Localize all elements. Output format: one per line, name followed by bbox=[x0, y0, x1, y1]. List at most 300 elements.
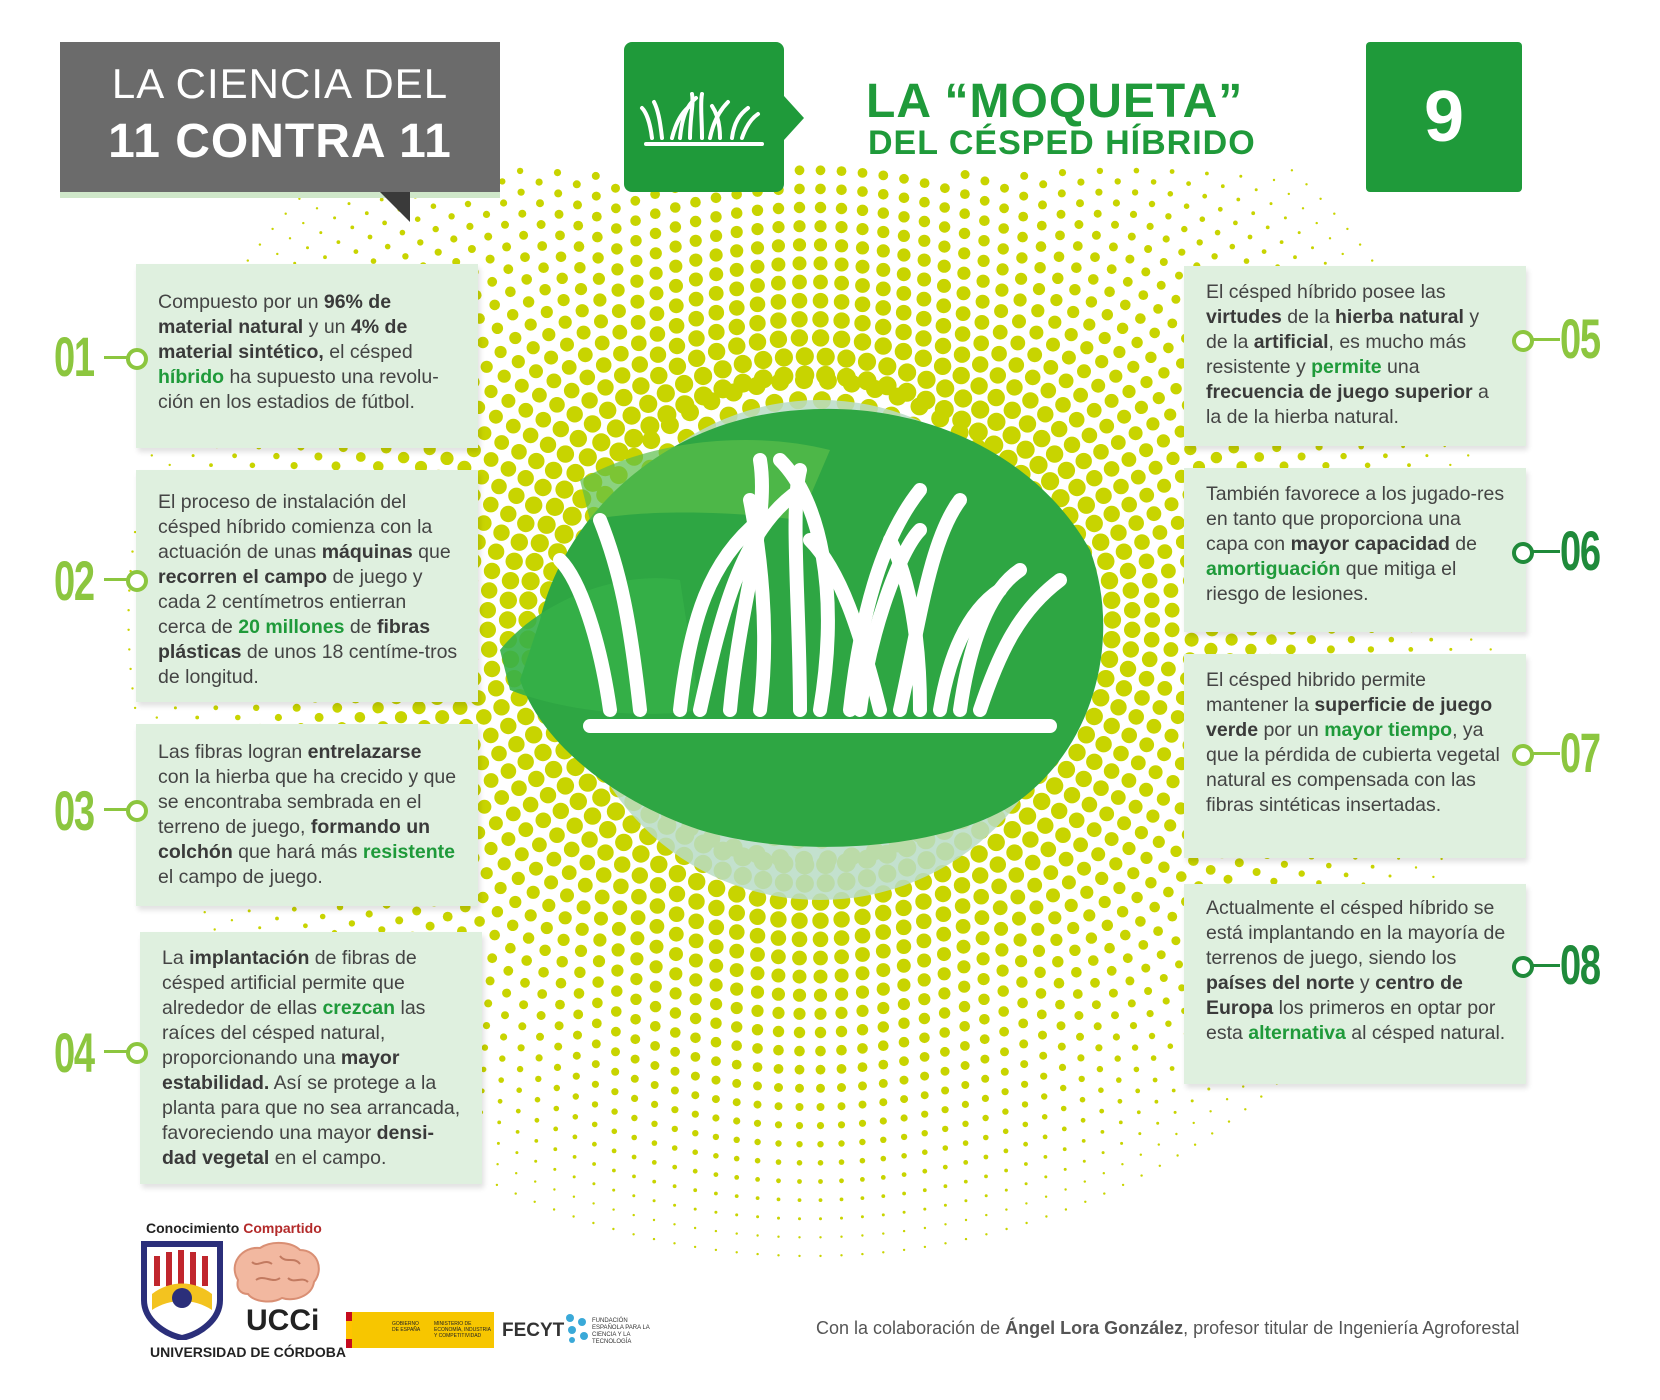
halftone-dot bbox=[751, 260, 765, 274]
halftone-dot bbox=[1090, 978, 1100, 988]
halftone-dot bbox=[484, 385, 497, 398]
halftone-dot bbox=[936, 298, 951, 313]
info-card-08 bbox=[1184, 884, 1526, 1084]
halftone-dot bbox=[592, 192, 601, 201]
halftone-dot bbox=[195, 716, 199, 720]
halftone-dot bbox=[836, 1045, 847, 1056]
series-banner bbox=[60, 42, 500, 192]
halftone-dot bbox=[1153, 525, 1168, 540]
halftone-dot bbox=[732, 1079, 741, 1088]
halftone-dot bbox=[573, 1155, 577, 1159]
halftone-dot bbox=[1153, 1078, 1158, 1083]
halftone-dot bbox=[712, 1114, 719, 1121]
halftone-dot bbox=[1067, 306, 1079, 318]
icon-box-arrow bbox=[784, 96, 804, 140]
halftone-dot bbox=[813, 932, 829, 948]
halftone-dot bbox=[1069, 945, 1080, 956]
halftone-dot bbox=[752, 1043, 763, 1054]
halftone-dot bbox=[1288, 193, 1290, 195]
halftone-dot bbox=[1123, 641, 1139, 657]
halftone-dot bbox=[1139, 443, 1153, 457]
halftone-dot bbox=[541, 306, 553, 318]
halftone-dot bbox=[959, 208, 970, 219]
brain-logo bbox=[228, 1240, 324, 1306]
halftone-dot bbox=[774, 1083, 783, 1092]
halftone-dot bbox=[813, 293, 829, 309]
halftone-dot bbox=[1319, 198, 1321, 200]
halftone-dot bbox=[814, 989, 827, 1002]
info-card-03 bbox=[136, 724, 478, 906]
halftone-dot bbox=[751, 1005, 763, 1017]
halftone-dot bbox=[881, 1175, 886, 1180]
halftone-dot bbox=[1215, 230, 1221, 236]
halftone-dot bbox=[1171, 936, 1180, 945]
halftone-dot bbox=[1023, 1142, 1028, 1147]
halftone-dot bbox=[944, 1242, 946, 1244]
halftone-dot bbox=[453, 700, 468, 715]
halftone-dot bbox=[1088, 274, 1099, 285]
halftone-dot bbox=[736, 1251, 738, 1253]
halftone-dot bbox=[1157, 950, 1166, 959]
halftone-dot bbox=[798, 1198, 802, 1202]
halftone-dot bbox=[151, 454, 153, 456]
halftone-dot bbox=[918, 235, 930, 247]
halftone-dot bbox=[337, 240, 341, 244]
halftone-dot bbox=[1124, 602, 1140, 618]
halftone-dot bbox=[835, 988, 848, 1001]
halftone-dot bbox=[817, 1122, 824, 1129]
halftone-dot bbox=[1298, 231, 1301, 234]
halftone-dot bbox=[1255, 188, 1258, 191]
halftone-dot bbox=[632, 1175, 636, 1179]
halftone-dot bbox=[1000, 1047, 1009, 1056]
halftone-dot bbox=[612, 1208, 614, 1210]
halftone-dot bbox=[895, 324, 911, 340]
halftone-dot bbox=[1014, 293, 1027, 306]
halftone-dot bbox=[923, 1188, 927, 1192]
halftone-dot bbox=[1092, 1000, 1101, 1009]
halftone-dot bbox=[858, 353, 876, 371]
halftone-dot bbox=[797, 1179, 802, 1184]
halftone-dot bbox=[854, 333, 871, 350]
halftone-dot bbox=[368, 235, 373, 240]
halftone-dot bbox=[750, 947, 765, 962]
halftone-dot bbox=[650, 981, 662, 993]
halftone-dot bbox=[690, 216, 701, 227]
halftone-dot bbox=[558, 934, 570, 946]
halftone-dot bbox=[553, 1168, 556, 1171]
halftone-dot bbox=[729, 300, 745, 316]
halftone-dot bbox=[794, 1027, 805, 1038]
halftone-dot bbox=[714, 1172, 719, 1177]
halftone-dot bbox=[731, 1021, 742, 1032]
halftone-dot bbox=[1044, 1155, 1048, 1159]
halftone-dot bbox=[1158, 862, 1169, 873]
halftone-dot bbox=[1139, 488, 1154, 503]
halftone-dot bbox=[576, 304, 589, 317]
halftone-dot bbox=[750, 928, 766, 944]
halftone-dot bbox=[833, 312, 849, 328]
halftone-dot bbox=[1266, 226, 1270, 230]
halftone-dot bbox=[793, 220, 805, 232]
halftone-dot bbox=[630, 275, 643, 288]
halftone-dot bbox=[671, 1106, 678, 1113]
halftone-dot bbox=[515, 1172, 517, 1174]
connector-line bbox=[1532, 550, 1560, 553]
halftone-dot bbox=[1144, 593, 1160, 609]
halftone-dot bbox=[972, 356, 988, 372]
halftone-dot bbox=[956, 919, 971, 934]
halftone-dot bbox=[539, 945, 550, 956]
halftone-dot bbox=[709, 286, 724, 301]
halftone-dot bbox=[1344, 873, 1349, 878]
halftone-dot bbox=[876, 263, 890, 277]
halftone-dot bbox=[1157, 544, 1172, 559]
halftone-dot bbox=[574, 262, 585, 273]
halftone-dot bbox=[919, 197, 930, 208]
halftone-dot bbox=[838, 1121, 845, 1128]
halftone-dot bbox=[498, 1099, 503, 1104]
halftone-dot bbox=[924, 1227, 926, 1229]
halftone-dot bbox=[271, 228, 273, 230]
halftone-dot bbox=[934, 358, 951, 375]
halftone-dot bbox=[771, 276, 786, 291]
halftone-dot bbox=[1293, 255, 1297, 259]
halftone-dot bbox=[1205, 172, 1209, 176]
halftone-dot bbox=[555, 1000, 565, 1010]
halftone-dot bbox=[1149, 328, 1160, 339]
halftone-dot bbox=[940, 183, 950, 193]
halftone-dot bbox=[859, 1101, 867, 1109]
halftone-dot bbox=[775, 1140, 781, 1146]
halftone-dot bbox=[541, 922, 553, 934]
halftone-dot bbox=[1164, 642, 1179, 657]
halftone-dot bbox=[749, 315, 765, 331]
halftone-dot bbox=[612, 922, 626, 936]
halftone-dot bbox=[1144, 987, 1152, 995]
halftone-dot bbox=[537, 989, 547, 999]
halftone-dot bbox=[275, 714, 282, 721]
halftone-dot bbox=[1010, 336, 1025, 351]
halftone-dot bbox=[1020, 1060, 1028, 1068]
halftone-dot bbox=[961, 170, 970, 179]
halftone-dot bbox=[1029, 326, 1043, 340]
halftone-dot bbox=[1055, 1000, 1065, 1010]
halftone-dot bbox=[293, 704, 301, 712]
halftone-dot bbox=[1193, 1122, 1195, 1124]
halftone-dot bbox=[1329, 237, 1331, 239]
halftone-dot bbox=[330, 193, 332, 195]
halftone-dot bbox=[901, 1114, 908, 1121]
info-card-text: Compuesto por un 96% de material natural y un 4% de material sintético, el césped híbrido ha supuesto una revolu-ción en los estadios de fútbol. bbox=[158, 291, 439, 413]
halftone-dot bbox=[861, 1253, 863, 1255]
halftone-dot bbox=[755, 1158, 761, 1164]
halftone-dot bbox=[673, 1242, 675, 1244]
halftone-dot bbox=[592, 252, 603, 263]
halftone-dot bbox=[690, 1013, 701, 1024]
halftone-dot bbox=[1033, 283, 1045, 295]
halftone-dot bbox=[875, 300, 891, 316]
halftone-dot bbox=[942, 1106, 949, 1113]
halftone-dot bbox=[669, 260, 682, 273]
halftone-dot bbox=[691, 1091, 699, 1099]
halftone-dot bbox=[943, 1145, 949, 1151]
halftone-dot bbox=[592, 172, 600, 180]
halftone-dot bbox=[517, 168, 523, 174]
info-card-text: Las fibras logran entrelazarse con la hierba que ha crecido y que se encontraba sembrada en el terreno de juego, formando un colchón que hará más resistente el campo de juego. bbox=[158, 741, 457, 888]
halftone-dot bbox=[833, 331, 850, 348]
halftone-dot bbox=[518, 1022, 526, 1030]
halftone-dot bbox=[592, 998, 603, 1009]
halftone-dot bbox=[1122, 452, 1137, 467]
halftone-dot bbox=[630, 235, 641, 246]
halftone-dot bbox=[612, 325, 627, 340]
halftone-dot bbox=[632, 1233, 634, 1235]
halftone-dot bbox=[690, 235, 702, 247]
halftone-dot bbox=[944, 1223, 946, 1225]
halftone-dot bbox=[1033, 945, 1045, 957]
halftone-dot bbox=[1084, 1201, 1086, 1203]
halftone-dot bbox=[1171, 710, 1185, 724]
halftone-dot bbox=[981, 1075, 989, 1083]
halftone-dot bbox=[481, 867, 493, 879]
halftone-dot bbox=[672, 1165, 677, 1170]
halftone-dot bbox=[961, 1061, 970, 1070]
halftone-dot bbox=[1038, 200, 1047, 209]
halftone-dot bbox=[559, 316, 572, 329]
halftone-dot bbox=[1077, 1054, 1084, 1061]
halftone-dot bbox=[536, 1033, 544, 1041]
halftone-dot bbox=[611, 243, 622, 254]
halftone-dot bbox=[734, 1156, 740, 1162]
halftone-dot bbox=[372, 702, 383, 713]
halftone-dot bbox=[250, 463, 256, 469]
halftone-dot bbox=[861, 1215, 864, 1218]
halftone-dot bbox=[481, 641, 497, 657]
halftone-dot bbox=[576, 923, 589, 936]
halftone-dot bbox=[834, 930, 850, 946]
halftone-dot bbox=[650, 267, 663, 280]
halftone-dot bbox=[814, 238, 827, 251]
halftone-dot bbox=[1103, 1172, 1105, 1174]
halftone-dot bbox=[920, 178, 930, 188]
halftone-dot bbox=[1165, 603, 1180, 618]
halftone-dot bbox=[771, 949, 786, 964]
halftone-dot bbox=[412, 701, 425, 714]
halftone-dot bbox=[1099, 332, 1111, 344]
halftone-dot bbox=[994, 922, 1008, 936]
halftone-dot bbox=[796, 1141, 802, 1147]
halftone-dot bbox=[1170, 846, 1181, 857]
halftone-dot bbox=[983, 1135, 989, 1141]
halftone-dot bbox=[520, 252, 530, 262]
halftone-dot bbox=[289, 237, 291, 239]
halftone-dot bbox=[1120, 1142, 1123, 1145]
halftone-dot bbox=[1095, 355, 1108, 368]
halftone-dot bbox=[630, 215, 641, 226]
halftone-dot bbox=[877, 244, 890, 257]
halftone-dot bbox=[792, 932, 808, 948]
halftone-dot bbox=[350, 226, 354, 230]
halftone-dot bbox=[1034, 262, 1045, 273]
halftone-dot bbox=[1115, 178, 1121, 184]
halftone-dot bbox=[573, 1093, 579, 1099]
halftone-dot bbox=[1004, 1149, 1009, 1154]
halftone-dot bbox=[1039, 180, 1047, 188]
halftone-dot bbox=[521, 955, 532, 966]
halftone-dot bbox=[1141, 964, 1150, 973]
halftone-dot bbox=[557, 273, 568, 284]
halftone-dot bbox=[1230, 244, 1236, 250]
halftone-dot bbox=[512, 355, 525, 368]
halftone-dot bbox=[1016, 976, 1027, 987]
halftone-dot bbox=[213, 705, 218, 710]
halftone-dot bbox=[856, 986, 869, 999]
halftone-dot bbox=[995, 284, 1008, 297]
halftone-dot bbox=[815, 202, 826, 213]
halftone-dot bbox=[592, 1182, 595, 1185]
halftone-dot bbox=[956, 306, 971, 321]
halftone-dot bbox=[835, 221, 847, 233]
halftone-dot bbox=[1122, 385, 1135, 398]
halftone-dot bbox=[1025, 1222, 1027, 1224]
halftone-dot bbox=[1298, 453, 1306, 461]
halftone-dot bbox=[834, 949, 849, 964]
halftone-dot bbox=[516, 1130, 520, 1134]
halftone-dot bbox=[1233, 221, 1238, 226]
halftone-dot bbox=[503, 966, 513, 976]
halftone-dot bbox=[959, 1021, 970, 1032]
halftone-dot bbox=[1184, 203, 1190, 209]
halftone-dot bbox=[794, 184, 805, 195]
halftone-dot bbox=[861, 1234, 863, 1236]
halftone-dot bbox=[771, 294, 787, 310]
halftone-dot bbox=[857, 205, 868, 216]
info-card-text: También favorece a los jugado-res en tanto que proporciona una capa con mayor capacidad de amortiguación que mitiga el riesgo de lesiones. bbox=[1206, 483, 1505, 605]
halftone-dot bbox=[1119, 1121, 1123, 1125]
halftone-dot bbox=[1149, 765, 1163, 779]
halftone-dot bbox=[1118, 1099, 1123, 1104]
halftone-dot bbox=[1167, 319, 1177, 329]
halftone-dot bbox=[670, 221, 681, 232]
halftone-dot bbox=[1139, 671, 1155, 687]
halftone-dot bbox=[631, 1115, 637, 1121]
halftone-dot bbox=[1151, 1055, 1157, 1061]
halftone-dot bbox=[1147, 1010, 1154, 1017]
halftone-dot bbox=[572, 1215, 574, 1217]
halftone-dot bbox=[775, 1121, 782, 1128]
halftone-dot bbox=[302, 222, 304, 224]
halftone-dot bbox=[963, 1140, 969, 1146]
halftone-dot bbox=[505, 943, 516, 954]
halftone-dot bbox=[520, 978, 530, 988]
halftone-dot bbox=[1083, 1160, 1086, 1163]
halftone-dot bbox=[729, 944, 744, 959]
halftone-dot bbox=[903, 1230, 905, 1232]
halftone-dot bbox=[1159, 1165, 1161, 1167]
halftone-dot bbox=[672, 1145, 678, 1151]
halftone-dot bbox=[1174, 1111, 1177, 1114]
halftone-dot bbox=[1077, 179, 1084, 186]
halftone-dot bbox=[982, 1095, 989, 1102]
halftone-dot bbox=[486, 255, 495, 264]
halftone-dot bbox=[1165, 497, 1179, 511]
halftone-dot bbox=[612, 1169, 616, 1173]
halftone-dot bbox=[592, 1039, 601, 1048]
halftone-dot bbox=[476, 515, 492, 531]
halftone-dot bbox=[858, 1081, 867, 1090]
info-card-04 bbox=[140, 932, 482, 1184]
halftone-dot bbox=[709, 959, 723, 973]
halftone-dot bbox=[1076, 199, 1084, 207]
halftone-dot bbox=[1244, 258, 1250, 264]
halftone-dot bbox=[815, 1046, 826, 1057]
halftone-dot bbox=[878, 1060, 888, 1070]
item-number-01: 01 bbox=[54, 325, 94, 388]
halftone-dot bbox=[1050, 934, 1062, 946]
halftone-dot bbox=[875, 319, 891, 335]
halftone-dot bbox=[918, 254, 931, 267]
halftone-dot bbox=[815, 1027, 826, 1038]
halftone-dot bbox=[1432, 876, 1434, 878]
halftone-dot bbox=[1137, 1110, 1141, 1114]
halftone-dot bbox=[1307, 635, 1316, 644]
halftone-dot bbox=[1164, 819, 1176, 831]
halftone-dot bbox=[534, 1201, 536, 1203]
halftone-dot bbox=[834, 294, 850, 310]
halftone-dot bbox=[554, 1106, 560, 1112]
halftone-dot bbox=[1134, 168, 1140, 174]
halftone-dot bbox=[690, 197, 701, 208]
halftone-dot bbox=[651, 1081, 659, 1089]
halftone-dot bbox=[1147, 223, 1154, 230]
halftone-dot bbox=[484, 452, 499, 467]
halftone-dot bbox=[592, 1222, 594, 1224]
halftone-dot bbox=[156, 716, 158, 718]
halftone-dot bbox=[922, 1149, 928, 1155]
halftone-dot bbox=[922, 1130, 928, 1136]
halftone-dot bbox=[1065, 328, 1078, 341]
halftone-dot bbox=[1043, 1135, 1048, 1140]
halftone-dot bbox=[1097, 1066, 1103, 1072]
halftone-dot bbox=[523, 296, 534, 307]
halftone-dot bbox=[480, 622, 496, 638]
halftone-dot bbox=[1004, 1169, 1008, 1173]
halftone-dot bbox=[1157, 281, 1166, 290]
halftone-dot bbox=[314, 453, 322, 461]
halftone-dot bbox=[882, 1251, 884, 1253]
halftone-dot bbox=[402, 253, 408, 259]
halftone-dot bbox=[1131, 470, 1146, 485]
halftone-dot bbox=[650, 940, 664, 954]
halftone-dot bbox=[291, 462, 298, 469]
halftone-dot bbox=[1042, 1114, 1048, 1120]
halftone-dot bbox=[734, 1137, 740, 1143]
halftone-dot bbox=[897, 959, 911, 973]
halftone-dot bbox=[518, 1044, 525, 1051]
halftone-dot bbox=[977, 952, 990, 965]
halftone-dot bbox=[793, 970, 807, 984]
halftone-dot bbox=[670, 241, 682, 253]
halftone-dot bbox=[1073, 241, 1083, 251]
halftone-dot bbox=[536, 179, 543, 186]
halftone-dot bbox=[1063, 1147, 1067, 1151]
halftone-dot bbox=[773, 1045, 784, 1056]
halftone-dot bbox=[729, 319, 745, 335]
halftone-dot bbox=[631, 1095, 638, 1102]
halftone-dot bbox=[1170, 383, 1181, 394]
halftone-dot bbox=[710, 1018, 721, 1029]
